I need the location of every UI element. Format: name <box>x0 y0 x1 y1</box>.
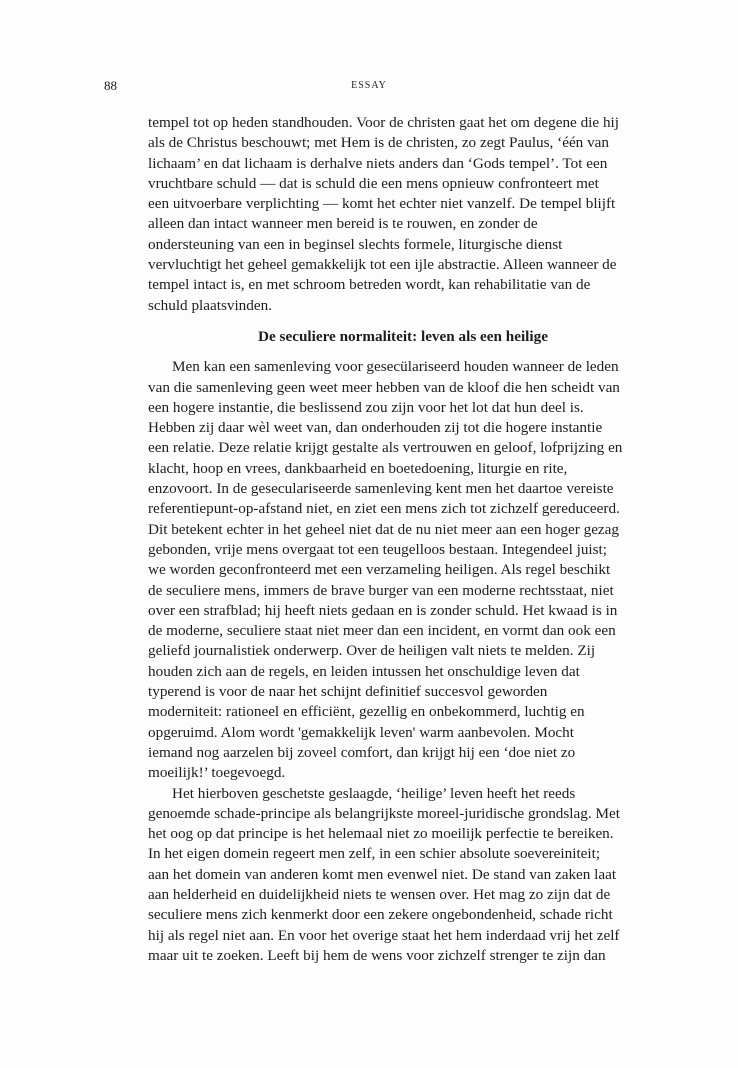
text-line: iemand nog aarzelen bij zoveel comfort, dan krijgt hij een ‘doe niet zo <box>148 743 576 761</box>
text-line: In het eigen domein regeert men zelf, in een schier absolute soevereiniteit; <box>148 845 601 863</box>
text-line: moeilijk!’ toegevoegd. <box>148 764 286 782</box>
text-line: Dit betekent echter in het geheel niet dat de nu niet meer aan een hoger gezag <box>148 520 620 538</box>
text-line: alleen dan intact wanneer men bereid is te rouwen, en zonder de <box>148 215 538 233</box>
text-line: gebonden, vrije mens overgaat tot een teugelloos bestaan. Integendeel juist; <box>148 540 607 558</box>
text-line: de moderne, seculiere staat niet meer dan een incident, en vormt dan ook een <box>148 622 616 640</box>
paragraph-2 <box>148 357 658 783</box>
text-line: referentiepunt-op-afstand niet, en ziet een mens zich tot zichzelf gereduceerd. <box>148 500 620 518</box>
body-text <box>148 113 658 966</box>
text-line: houden zich aan de regels, en leiden intussen het onschuldige leven dat <box>148 662 580 680</box>
text-line: de seculiere mens, immers de brave burger van een moderne rechtsstaat, niet <box>148 581 614 599</box>
text-line: een relatie. Deze relatie krijgt gestalte als vertrouwen en geloof, lofprijzing en <box>148 439 623 457</box>
text-line: Hebben zij daar wèl weet van, dan onderhouden zij tot die hogere instantie <box>148 419 603 437</box>
text-line: vruchtbare schuld — dat is schuld die een mens opnieuw confronteert met <box>148 174 599 192</box>
running-head: ESSAY <box>351 80 387 91</box>
text-line: ondersteuning van een in beginsel slechts formele, liturgische dienst <box>148 235 563 253</box>
text-line: enzovoort. In de geseculariseerde samenleving kent men het daartoe vereiste <box>148 480 614 498</box>
paragraph-3 <box>148 784 658 967</box>
text-line: seculiere mens zich kenmerkt door een zekere ongebondenheid, schade richt <box>148 906 613 924</box>
text-line: als de Christus beschouwt; met Hem is de christen, zo zegt Paulus, ‘één van <box>148 134 610 152</box>
text-line: het oog op dat principe is het helemaal niet zo moeilijk perfectie te bereiken. <box>148 825 614 843</box>
text-line: moderniteit: rationeel en efficiënt, gezellig en onbekommerd, luchtig en <box>148 703 585 721</box>
text-line: Het hierboven geschetste geslaagde, ‘heilige’ leven heeft het reeds <box>172 784 576 802</box>
text-line: genoemde schade-principe als belangrijkste moreel-juridische grondslag. Met <box>148 804 620 822</box>
text-line: geliefd journalistiek onderwerp. Over de heiligen valt niets te melden. Zij <box>148 642 596 660</box>
text-line: lichaam’ en dat lichaam is derhalve niets anders dan ‘Gods tempel’. Tot een <box>148 154 608 172</box>
text-line: hij als regel niet aan. En voor het overige staat het hem inderdaad vrij het zelf <box>148 926 620 944</box>
text-line: een hogere instantie, die beslissend zou zijn voor het lot dat hun deel is. <box>148 398 584 416</box>
text-line: aan het domein van anderen komt men evenwel niet. De stand van zaken laat <box>148 865 617 883</box>
section-heading: De seculiere normaliteit: leven als een heilige <box>258 327 548 345</box>
text-line: tempel intact is, en met schroom betreden wordt, kan rehabilitatie van de <box>148 276 591 294</box>
text-line: maar uit te zoeken. Leeft bij hem de wens voor zichzelf strenger te zijn dan <box>148 946 606 964</box>
text-line: we worden geconfronteerd met een verzameling heiligen. Als regel beschikt <box>148 561 611 579</box>
text-line: opgeruimd. Alom wordt 'gemakkelijk leven' warm aanbevolen. Mocht <box>148 723 574 741</box>
text-line: klacht, hoop en vrees, dankbaarheid en boetedoening, liturgie en rite, <box>148 459 568 477</box>
text-line: over een strafblad; hij heeft niets gedaan en is zonder schuld. Het kwaad is in <box>148 601 618 619</box>
text-line: een uitvoerbare verplichting — komt het echter niet vanzelf. De tempel blijft <box>148 195 616 213</box>
text-line: typerend is voor de naar het schijnt definitief succesvol geworden <box>148 683 548 701</box>
text-line: tempel tot op heden standhouden. Voor de christen gaat het om degene die hij <box>148 114 619 131</box>
paragraph-1 <box>148 113 658 316</box>
text-line: schuld plaatsvinden. <box>148 296 273 314</box>
text-line: van die samenleving geen weet meer hebben van de kloof die hen scheidt van <box>148 378 620 396</box>
text-line: aan helderheid en duidelijkheid niets te wensen over. Het mag zo zijn dat de <box>148 885 611 903</box>
text-line: Men kan een samenleving voor gesecülariseerd houden wanneer de leden <box>172 358 619 376</box>
text-line: vervluchtigt het geheel gemakkelijk tot een ijle abstractie. Alleen wanneer de <box>148 256 617 274</box>
page-number: 88 <box>104 78 117 93</box>
